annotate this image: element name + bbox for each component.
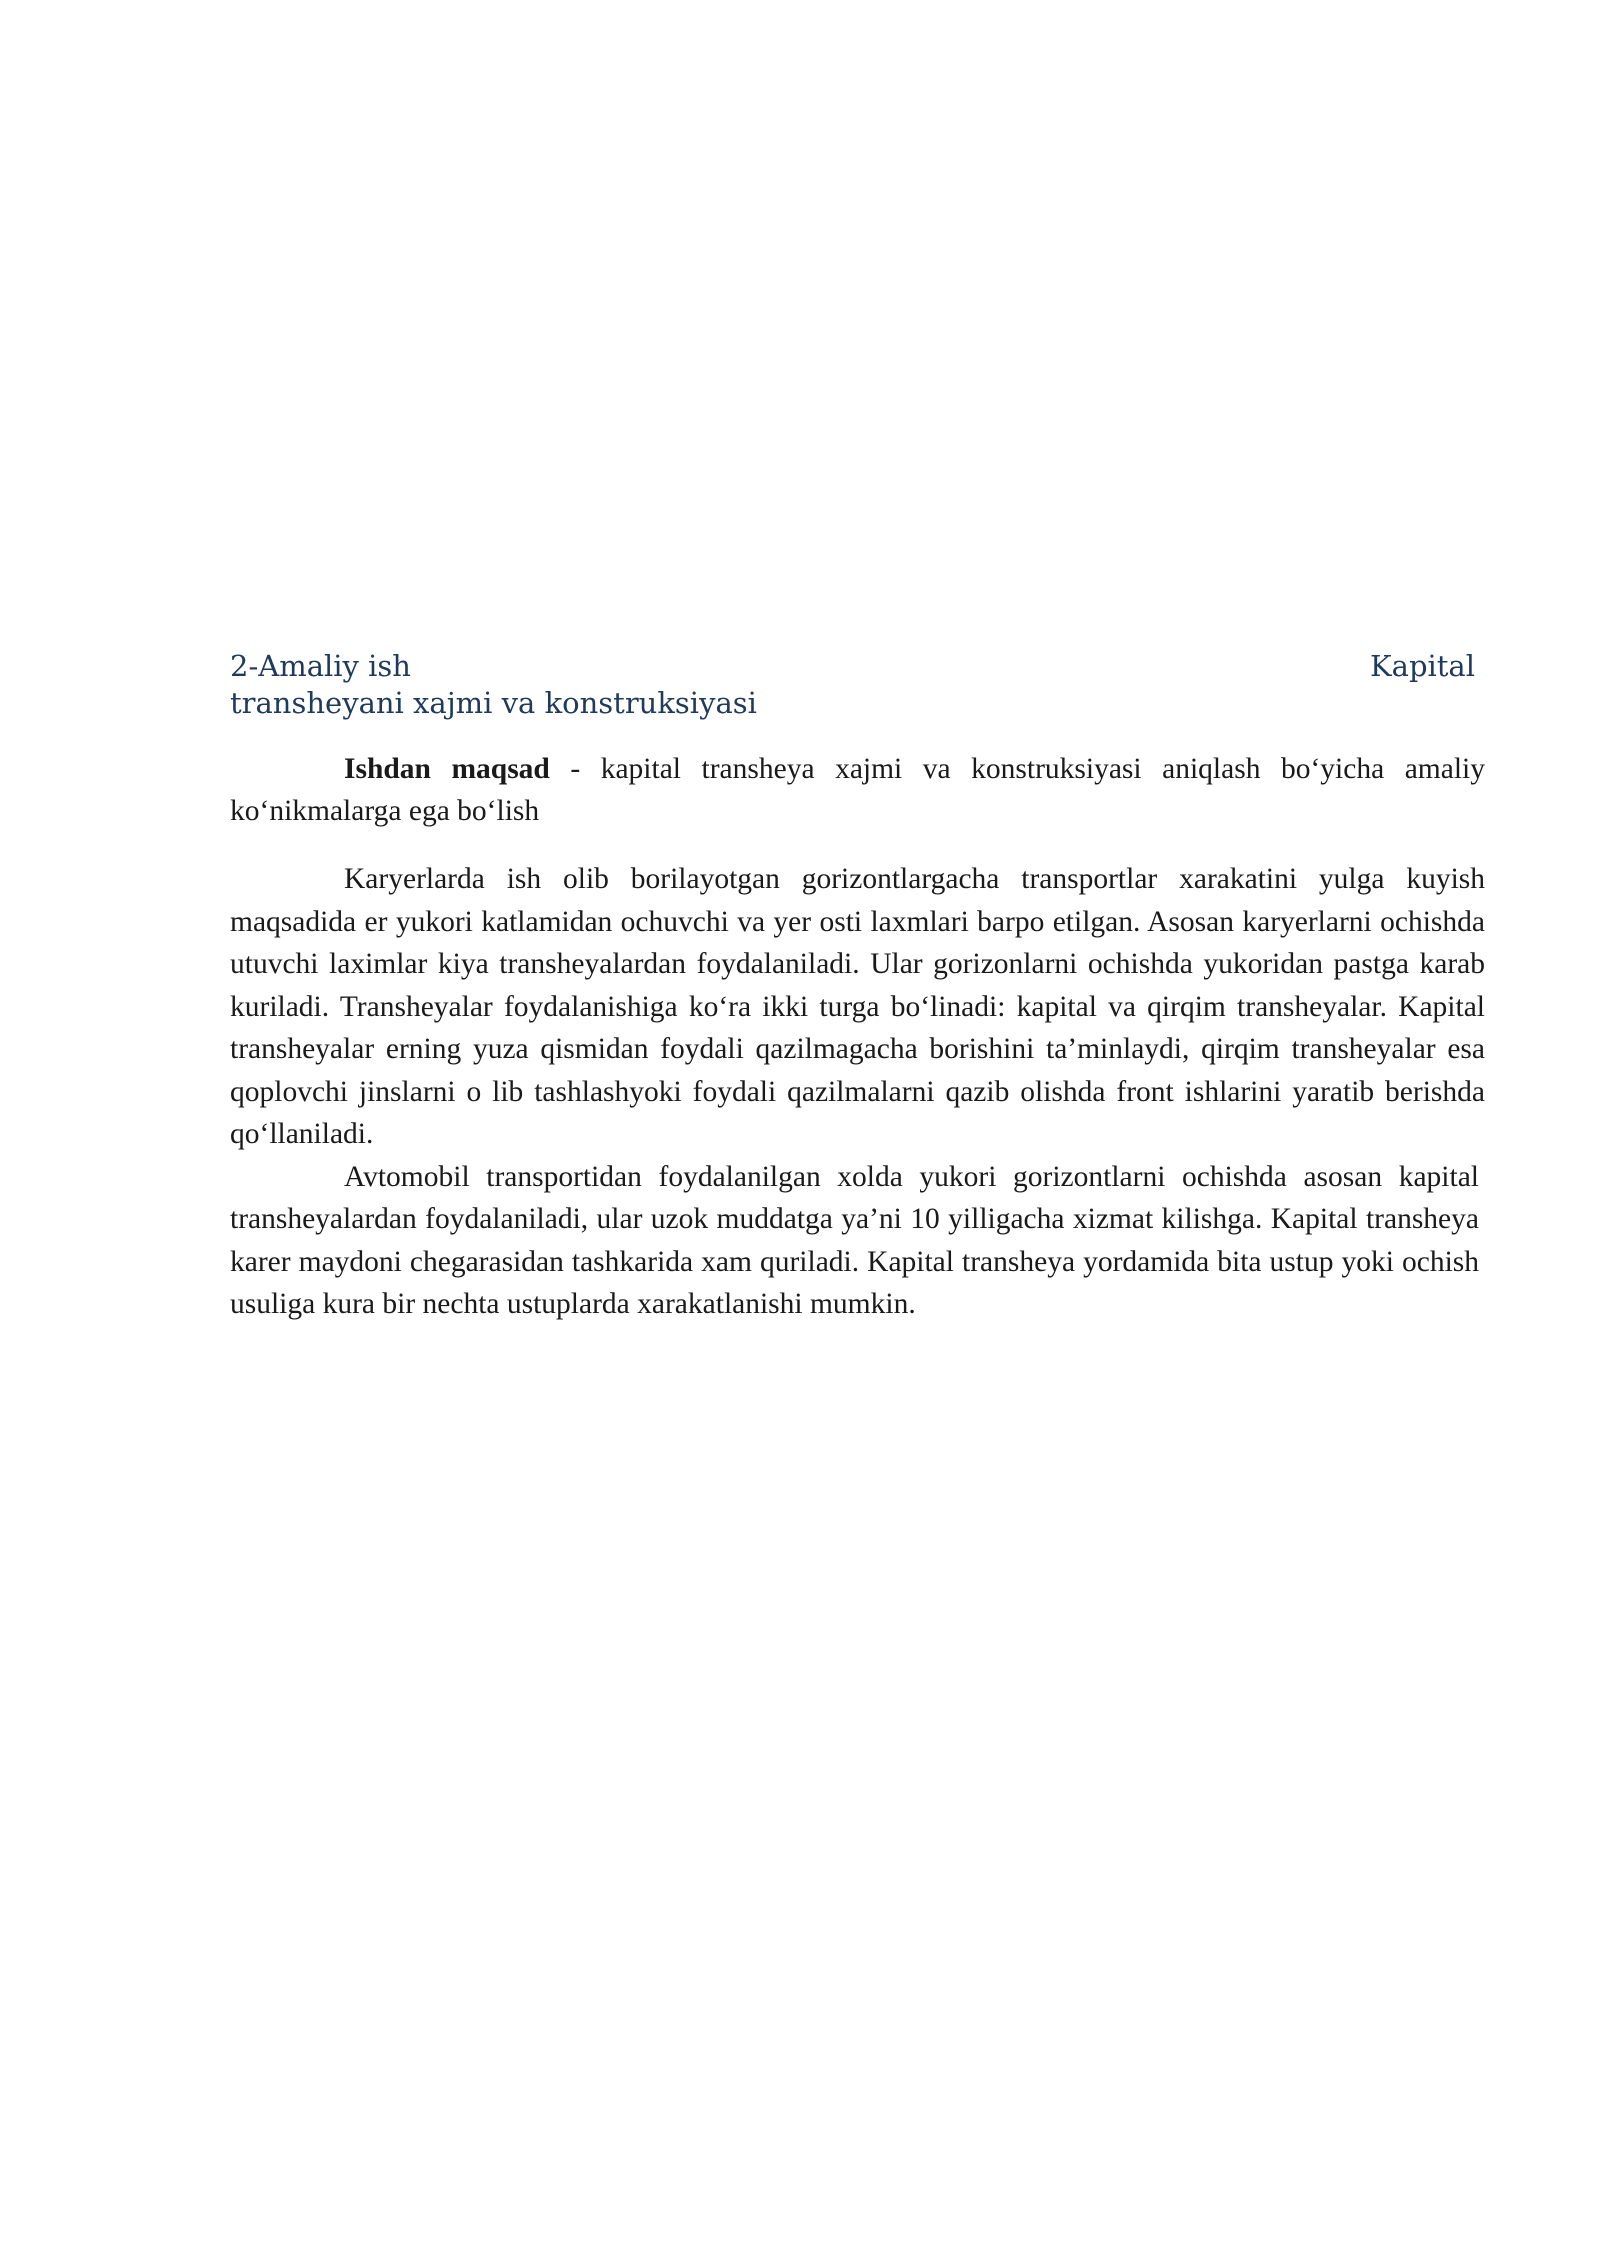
aim-label: Ishdan maqsad	[344, 753, 550, 785]
aim-paragraph	[230, 748, 1485, 832]
aim-text: - kapital transheya xajmi va konstruksiyasi aniqlash bo‘yicha amaliy ko‘nikmalarga ega bo‘lish	[230, 753, 1485, 827]
body-paragraph-2: Avtomobil transportidan foydalanilgan xolda yukori gorizontlarni ochishda asosan kapital transheyalardan foydalaniladi, ular uzok muddatga ya’ni 10 yilligacha xizmat kilishga. Kapital transheya karer maydoni chegarasidan tashkarida xam quriladi. Kapital transheya yordamida bita ustup yoki ochish usuliga kura bir nechta ustuplarda xarakatlanishi mumkin.	[230, 1160, 1479, 1320]
body-paragraph-1: Karyerlarda ish olib borilayotgan gorizontlargacha transportlar xarakatini yulga kuyish maqsadida er yukori katlamidan ochuvchi va yer osti laxmlari barpo etilgan. Asosan karyerlarni ochishda utuvchi laximlar kiya transheyalardan foydalaniladi. Ular gorizonlarni ochishda yukoridan pastga karab kuriladi. Transheyalar foydalanishiga ko‘ra ikki turga bo‘linadi: kapital va qirqim transheyalar. Kapital transheyalar erning yuza qismidan foydali qazilmagacha borishini ta’minlaydi, qirqim transheyalar esa qoplovchi jinslarni o lib tashlashyoki foydali qazilmalarni qazib olishda front ishlarini yaratib berishda qo‘llaniladi.	[230, 863, 1485, 1150]
page-heading	[230, 648, 1485, 722]
heading-work-number: 2-Amaliy ish	[230, 649, 411, 683]
body-text	[230, 858, 1485, 1326]
document-page	[230, 648, 1485, 1326]
heading-topic-start: Kapital	[1369, 649, 1475, 683]
heading-topic-rest: transheyani xajmi va konstruksiyasi	[230, 686, 757, 720]
